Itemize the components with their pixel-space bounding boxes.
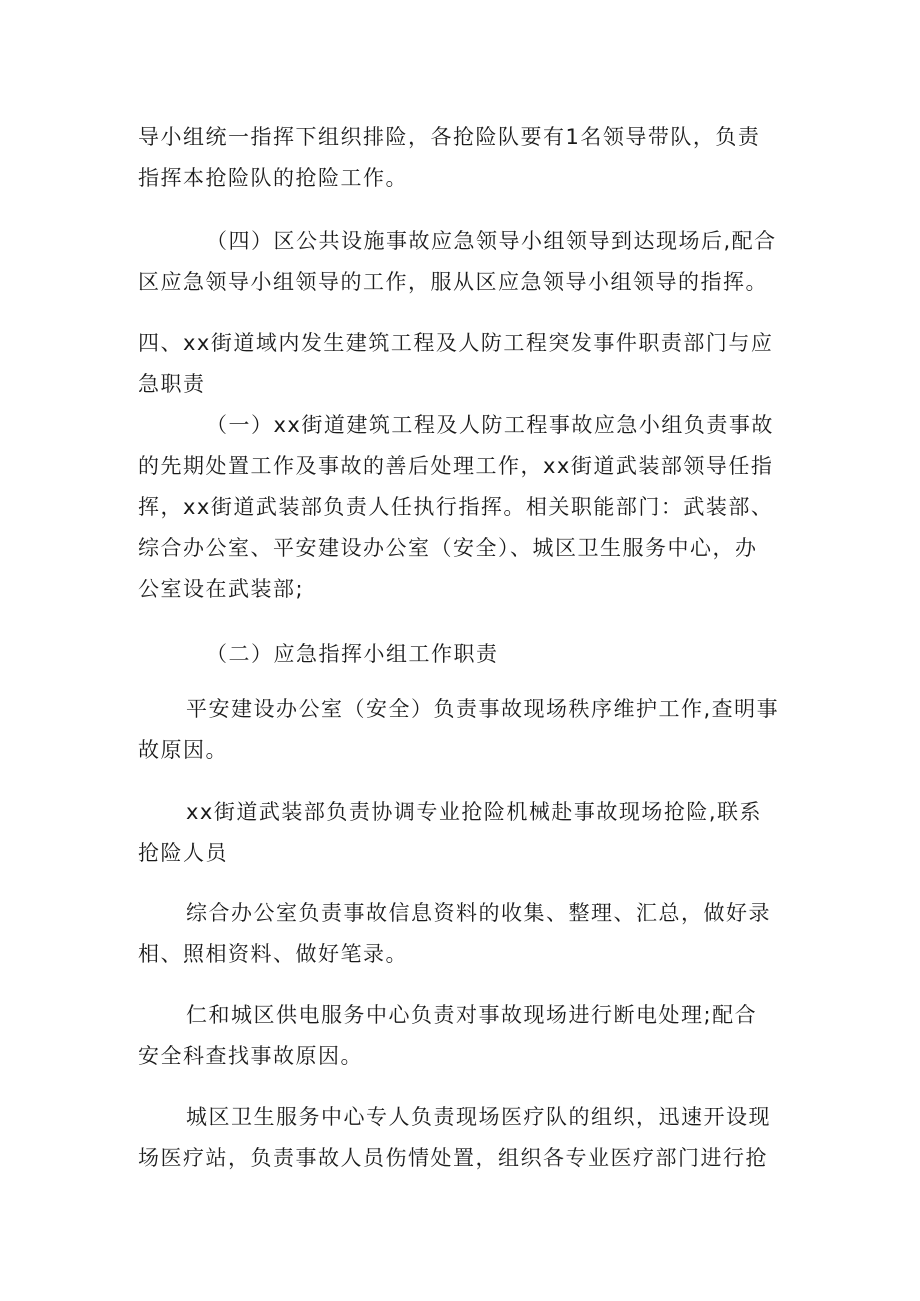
- text-line: 平安建设办公室（安全）负责事故现场秩序维护工作,查明事: [186, 697, 780, 721]
- paragraph-leadership-command: [138, 117, 798, 199]
- text-line: 的先期处置工作及事故的善后处理工作，xx街道武装部领导任指: [138, 454, 774, 478]
- text-line: 公室设在武装部;: [138, 577, 305, 601]
- paragraph-armed-forces: [138, 792, 798, 874]
- text-line: 区应急领导小组领导的工作，服从区应急领导小组领导的指挥。: [138, 270, 768, 294]
- text-line: 故原因。: [138, 738, 228, 762]
- text-line: （二）应急指挥小组工作职责: [206, 642, 499, 666]
- text-line: 指挥本抢险队的抢险工作。: [138, 166, 408, 190]
- text-line: 抢险人员: [138, 841, 228, 865]
- paragraph-safety-office: [138, 689, 798, 771]
- text-line: 安全科查找事故原因。: [138, 1044, 363, 1068]
- text-line: 挥，xx街道武装部负责人任执行指挥。相关职能部门：武装部、: [138, 495, 774, 519]
- text-line: 综合办公室负责事故信息资料的收集、整理、汇总，做好录: [186, 901, 771, 925]
- text-line: 城区卫生服务中心专人负责现场医疗队的组织，迅速开设现: [186, 1105, 771, 1129]
- text-line: 相、照相资料、做好笔录。: [138, 942, 408, 966]
- text-line: xx街道武装部负责协调专业抢险机械赴事故现场抢险,联系: [186, 800, 763, 824]
- text-line: （四）区公共设施事故应急领导小组领导到达现场后,配合: [206, 229, 777, 253]
- section-heading-line: 四、xx街道域内发生建筑工程及人防工程突发事件职责部门与应: [138, 331, 774, 355]
- text-line: 导小组统一指挥下组织排险，各抢险队要有1名领导带队，负责: [138, 125, 761, 149]
- section-heading-four: [138, 323, 798, 405]
- paragraph-item-one: [138, 405, 798, 610]
- section-heading-line: 急职责: [138, 372, 206, 396]
- paragraph-general-office: [138, 893, 798, 975]
- text-line: 场医疗站，负责事故人员伤情处置，组织各专业医疗部门进行抢: [138, 1146, 768, 1170]
- paragraph-health-center: [138, 1097, 798, 1179]
- paragraph-item-two-heading: [138, 634, 798, 675]
- text-line: 综合办公室、平安建设办公室（安全）、城区卫生服务中心，办: [138, 536, 758, 560]
- paragraph-item-four: [138, 221, 798, 303]
- text-line: 仁和城区供电服务中心负责对事故现场进行断电处理;配合: [186, 1003, 758, 1027]
- paragraph-power-supply: [138, 995, 798, 1077]
- text-line: （一）xx街道建筑工程及人防工程事故应急小组负责事故: [206, 413, 774, 437]
